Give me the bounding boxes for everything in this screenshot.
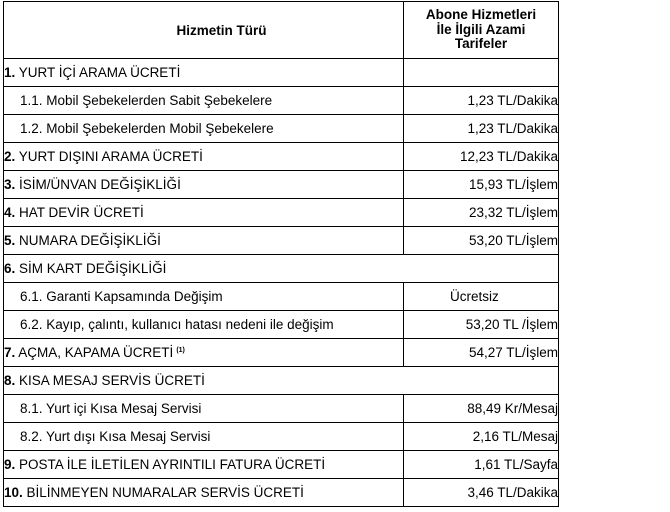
row-tariff-value: 3,46 TL/Dakika bbox=[404, 479, 559, 507]
row-service-name: 10. BİLİNMEYEN NUMARALAR SERVİS ÜCRETİ bbox=[4, 479, 404, 507]
row-service-name: 4. HAT DEVİR ÜCRETİ bbox=[4, 199, 404, 227]
row-service-name: 3. İSİM/ÜNVAN DEĞİŞİKLİĞİ bbox=[4, 171, 404, 199]
tariff-table bbox=[3, 1, 559, 507]
row-tariff-value: 88,49 Kr/Mesaj bbox=[404, 395, 559, 423]
row-service-name: 1. YURT İÇİ ARAMA ÜCRETİ bbox=[4, 59, 404, 87]
table-row bbox=[4, 59, 559, 87]
header-max-tariff bbox=[404, 2, 559, 59]
table-row bbox=[4, 395, 559, 423]
row-tariff-value: 23,32 TL/İşlem bbox=[404, 199, 559, 227]
row-tariff-value: 1,23 TL/Dakika bbox=[404, 115, 559, 143]
row-tariff-value: 53,20 TL/İşlem bbox=[404, 227, 559, 255]
row-section-heading: 6. SİM KART DEĞİŞİKLİĞİ bbox=[4, 255, 559, 283]
row-service-name: 1.2. Mobil Şebekelerden Mobil Şebekelere bbox=[4, 115, 404, 143]
footnote-marker: (1) bbox=[176, 347, 185, 354]
row-service-name: 8.1. Yurt içi Kısa Mesaj Servisi bbox=[4, 395, 404, 423]
table-row bbox=[4, 227, 559, 255]
table-row bbox=[4, 311, 559, 339]
table-row bbox=[4, 143, 559, 171]
header-max-tariff-line-1: Abone Hizmetleri bbox=[425, 7, 537, 23]
table-row bbox=[4, 283, 559, 311]
row-service-name: 2. YURT DIŞINI ARAMA ÜCRETİ bbox=[4, 143, 404, 171]
row-tariff-value: 53,20 TL /İşlem bbox=[404, 311, 559, 339]
table-row bbox=[4, 87, 559, 115]
row-service-name: 9. POSTA İLE İLETİLEN AYRINTILI FATURA ÜCRETİ bbox=[4, 451, 404, 479]
row-tariff-value: 2,16 TL/Mesaj bbox=[404, 423, 559, 451]
row-tariff-value bbox=[404, 59, 559, 87]
table-row bbox=[4, 171, 559, 199]
row-tariff-value: 15,93 TL/İşlem bbox=[404, 171, 559, 199]
row-service-name: 8.2. Yurt dışı Kısa Mesaj Servisi bbox=[4, 423, 404, 451]
row-service-name: 7. AÇMA, KAPAMA ÜCRETİ $^{(1)}$ bbox=[4, 339, 404, 367]
row-tariff-value: 1,61 TL/Sayfa bbox=[404, 451, 559, 479]
row-tariff-value: 1,23 TL/Dakika bbox=[404, 87, 559, 115]
header-max-tariff-line-3: Tarifeler bbox=[454, 36, 508, 52]
header-max-tariff-line-2: İle İlgili Azami bbox=[436, 21, 526, 37]
table-row bbox=[4, 115, 559, 143]
header-service-type: Hizmetin Türü bbox=[4, 2, 404, 59]
row-tariff-value: 12,23 TL/Dakika bbox=[404, 143, 559, 171]
table-row bbox=[4, 339, 559, 367]
table-row bbox=[4, 423, 559, 451]
table-header-row bbox=[4, 2, 559, 59]
table-row bbox=[4, 451, 559, 479]
row-service-name: 6.1. Garanti Kapsamında Değişim bbox=[4, 283, 404, 311]
row-tariff-value: 54,27 TL/İşlem bbox=[404, 339, 559, 367]
row-tariff-value: Ücretsiz bbox=[404, 283, 559, 311]
table-row bbox=[4, 367, 559, 395]
row-service-name: 1.1. Mobil Şebekelerden Sabit Şebekelere bbox=[4, 87, 404, 115]
table-row bbox=[4, 255, 559, 283]
row-section-heading: 8. KISA MESAJ SERVİS ÜCRETİ bbox=[4, 367, 559, 395]
table-row bbox=[4, 479, 559, 507]
row-service-name: 5. NUMARA DEĞİŞİKLİĞİ bbox=[4, 227, 404, 255]
row-service-name: 6.2. Kayıp, çalıntı, kullanıcı hatası nedeni ile değişim bbox=[4, 311, 404, 339]
table-row bbox=[4, 199, 559, 227]
